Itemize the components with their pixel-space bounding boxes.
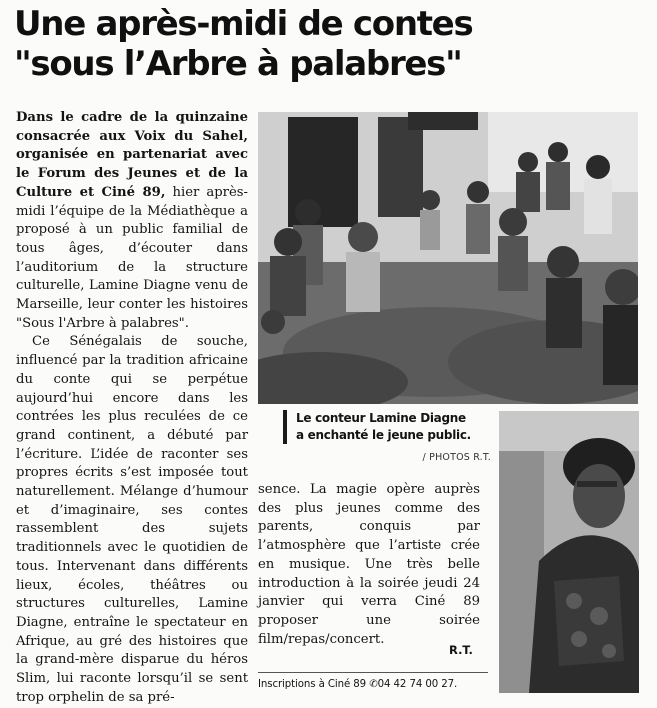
photo-credit: / PHOTOS R.T. — [422, 452, 491, 463]
storyteller-photo-image — [499, 411, 639, 693]
article-paragraph-3: sence. La magie opère auprès des plus jeunes comme des parents, conquis par l’atmosphère que l’artiste crée en musique. Une très belle introduction à la soirée jeudi 24 janvier qui verra Ciné 89 proposer une soirée film/repas/concert. — [258, 482, 480, 647]
article-paragraph-1 — [16, 109, 248, 333]
headline-line-1: Une après-midi de contes — [14, 4, 473, 44]
audience-photo — [258, 112, 638, 404]
article-column-2 — [258, 481, 480, 649]
caption-line-1: Le conteur Lamine Diagne — [296, 411, 466, 425]
headline-line-2: "sous l’Arbre à palabres" — [14, 44, 462, 84]
storyteller-photo — [499, 411, 639, 693]
registration-info: Inscriptions à Ciné 89 ✆04 42 74 00 27. — [258, 672, 488, 690]
article-paragraph-2: Ce Sénégalais de souche, influencé par la tradition africaine du conte qui se perpétue aujourd’hui encore dans les contrées les plus reculées de ce grand continent, a débuté par l’écriture. L’idée de raconter ses propres écrits s’est imposée tout naturellement. Mélange d’humour et d’imaginaire, ses contes rassemblent des sujets traditionnels avec le quotidien de tous. Intervenant dans différents lieux, écoles, théâtres ou structures culturelles, Lamine Diagne, entraîne le spectateur en Afrique, au gré des histoires que la grand-mère disparue du héros Slim, lui raconte lorsqu’il se sent trop orphelin de sa pré- — [16, 334, 248, 705]
article-lead: Dans le cadre de la quinzaine consacrée aux Voix du Sahel, organisée en partenariat avec le Forum des Jeunes et de la Culture et Ciné 89, — [16, 110, 248, 200]
caption-line-2: a enchanté le jeune public. — [296, 428, 471, 442]
photo-caption — [283, 410, 501, 444]
audience-photo-image — [258, 112, 638, 404]
article-lead-rest: hier après-midi l’équipe de la Médiathèque a proposé à un public familial de tous âges, d’écouter dans l’auditorium de la structure culturelle, Lamine Diagne venu de Marseille, leur conter les histoires "Sous l'Arbre à palabres". — [16, 184, 249, 331]
headline — [14, 4, 644, 84]
author-signature: R.T. — [449, 643, 473, 657]
article-column-1 — [16, 109, 248, 708]
